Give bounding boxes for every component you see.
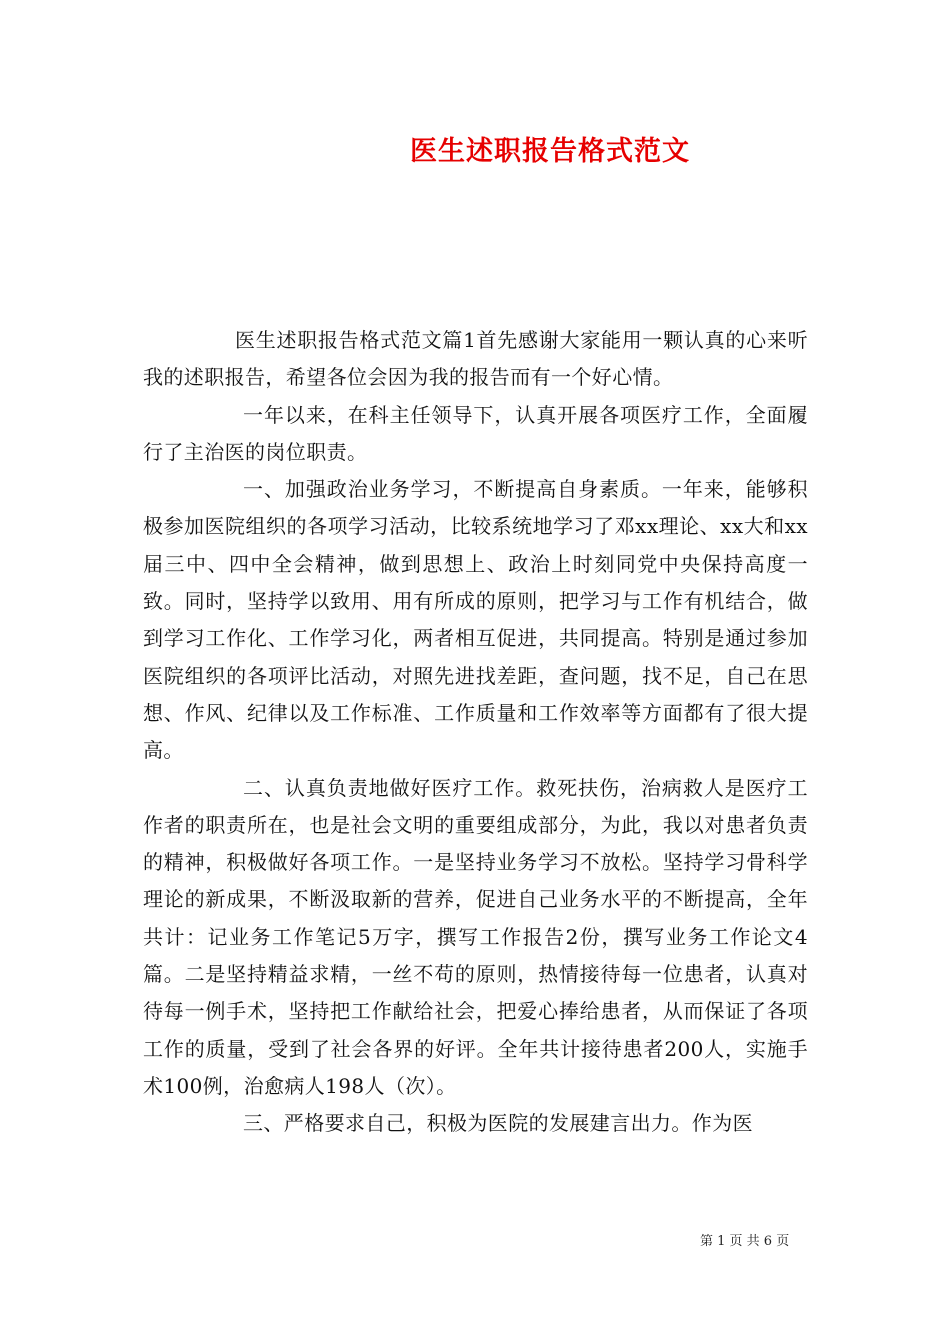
document-title: 医生述职报告格式范文 [410, 136, 690, 167]
paragraph-overview: 一年以来，在科主任领导下，认真开展各项医疗工作，全面履行了主治医的岗位职责。 [143, 402, 808, 464]
paragraph-intro: 医生述职报告格式范文篇1首先感谢大家能用一颗认真的心来听我的述职报告，希望各位会因为我的报告而有一个好心情。 [143, 328, 808, 390]
document-body [143, 322, 808, 1143]
page-number-footer: 第 1 页 共 6 页 [700, 1234, 790, 1249]
paragraph-section-three: 三、严格要求自己，积极为医院的发展建言出力。作为医 [243, 1111, 753, 1136]
paragraph-section-two: 二、认真负责地做好医疗工作。救死扶伤，治病救人是医疗工作者的职责所在，也是社会文明的重要组成部分，为此，我以对患者负责的精神，积极做好各项工作。一是坚持业务学习不放松。坚持学习骨科学理论的新成果，不断汲取新的营养，促进自己业务水平的不断提高，全年共计：记业务工作笔记5万字，撰写工作报告2份，撰写业务工作论文4篇。二是坚持精益求精，一丝不苟的原则，热情接待每一位患者，认真对待每一例手术，坚持把工作献给社会，把爱心捧给患者，从而保证了各项工作的质量，受到了社会各界的好评。全年共计接待患者200人，实施手术100例，治愈病人198人（次）。 [143, 775, 808, 1098]
paragraph-section-one: 一、加强政治业务学习，不断提高自身素质。一年来，能够积极参加医院组织的各项学习活动，比较系统地学习了邓xx理论、xx大和xx届三中、四中全会精神，做到思想上、政治上时刻同党中央保持高度一致。同时，坚持学以致用、用有所成的原则，把学习与工作有机结合，做到学习工作化、工作学习化，两者相互促进，共同提高。特别是通过参加医院组织的各项评比活动，对照先进找差距，查问题，找不足，自己在思想、作风、纪律以及工作标准、工作质量和工作效率等方面都有了很大提高。 [143, 477, 808, 763]
